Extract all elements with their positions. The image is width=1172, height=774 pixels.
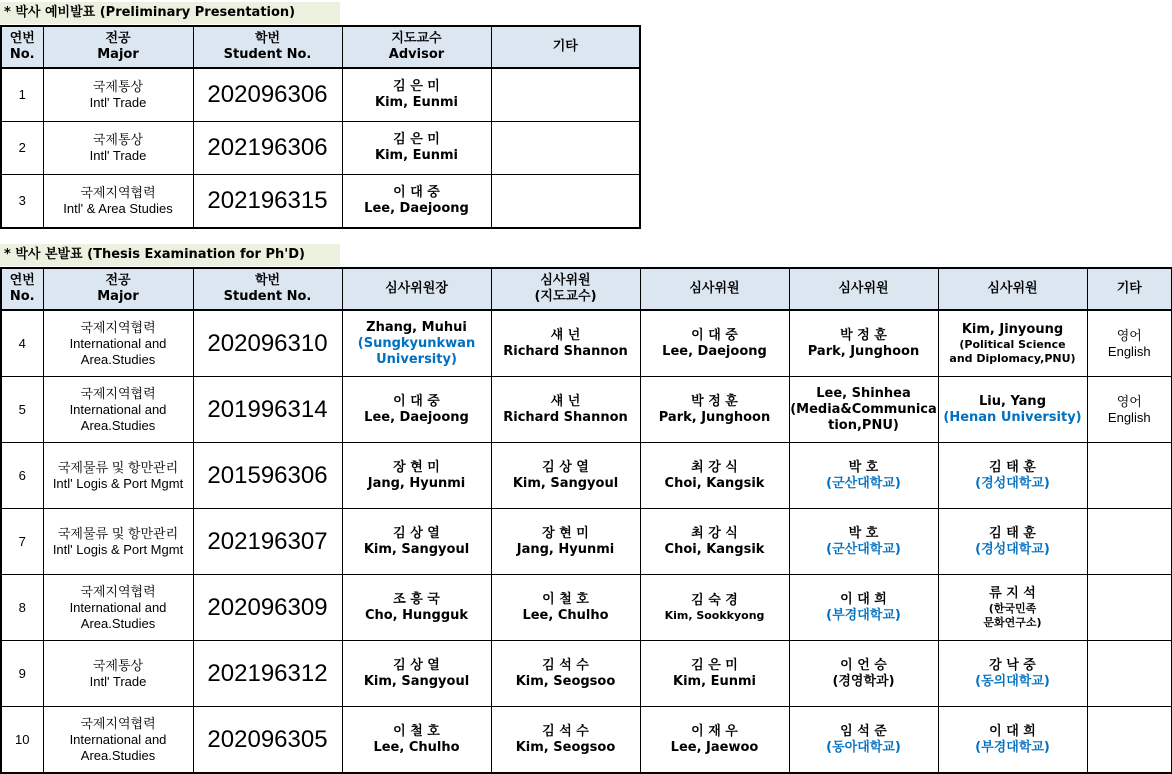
advisor-cell-line: 김 은 미 bbox=[393, 132, 440, 147]
major-cell bbox=[43, 175, 193, 229]
committee-member-cell bbox=[491, 575, 640, 641]
etc-cell bbox=[1087, 707, 1172, 774]
table-row bbox=[1, 377, 1172, 443]
major-cell bbox=[43, 377, 193, 443]
major-cell-line: 국제물류 및 항만관리 bbox=[57, 459, 179, 475]
committee-member-cell-line: (동의대학교) bbox=[975, 673, 1050, 689]
committee-member-cell-line: Richard Shannon bbox=[503, 343, 628, 359]
committee-member-cell bbox=[640, 575, 789, 641]
header-etc: 기타 bbox=[1087, 268, 1172, 310]
header-student-no: 학번 Student No. bbox=[193, 268, 342, 310]
committee-member-cell bbox=[640, 509, 789, 575]
etc-cell bbox=[491, 68, 640, 122]
committee-member-cell bbox=[789, 377, 938, 443]
advisor-cell-line: Kim, Eunmi bbox=[375, 95, 458, 110]
committee-member-cell-line: (부경대학교) bbox=[975, 739, 1050, 755]
table-row bbox=[1, 641, 1172, 707]
student-number: 202196315 bbox=[193, 175, 342, 229]
table-row bbox=[1, 175, 640, 229]
major-cell-line: Intl' Logis & Port Mgmt bbox=[52, 541, 184, 557]
committee-member-cell-line: Lee, Shinhea bbox=[816, 385, 911, 401]
student-number: 201996314 bbox=[193, 377, 342, 443]
committee-chair-cell-line: Jang, Hyunmi bbox=[367, 475, 466, 491]
committee-member-cell-line: (Henan University) bbox=[943, 409, 1082, 425]
committee-member-cell-line: (군산대학교) bbox=[826, 541, 901, 557]
committee-member-cell-line: 이 언 승 bbox=[840, 657, 887, 673]
committee-member-cell-line: (경성대학교) bbox=[975, 541, 1050, 557]
major-cell-line: Area.Studies bbox=[80, 351, 156, 367]
major-cell bbox=[43, 575, 193, 641]
table-row bbox=[1, 310, 1172, 377]
committee-member-cell-line: (한국민족 bbox=[988, 601, 1037, 615]
header-committee-member-advisor: 심사위원 (지도교수) bbox=[491, 268, 640, 310]
committee-member-cell bbox=[491, 377, 640, 443]
committee-chair-cell-line: Zhang, Muhui bbox=[366, 319, 467, 335]
committee-member-cell-line: (동아대학교) bbox=[826, 739, 901, 755]
row-number: 1 bbox=[1, 68, 43, 122]
header-no: 연번 No. bbox=[1, 26, 43, 68]
etc-cell-line: English bbox=[1107, 409, 1151, 425]
committee-member-cell-line: 김 태 훈 bbox=[989, 525, 1036, 541]
major-cell-line: 국제통상 bbox=[92, 132, 144, 147]
student-number: 202196306 bbox=[193, 122, 342, 175]
header-no: 연번 No. bbox=[1, 268, 43, 310]
committee-chair-cell-line: 이 철 호 bbox=[393, 723, 440, 739]
committee-chair-cell-line: Kim, Sangyoul bbox=[363, 673, 470, 689]
table-row bbox=[1, 68, 640, 122]
major-cell-line: Area.Studies bbox=[80, 747, 156, 763]
header-major: 전공 Major bbox=[43, 268, 193, 310]
committee-member-cell-line: 섀 넌 bbox=[550, 327, 581, 343]
committee-member-cell-line: 장 현 미 bbox=[542, 525, 589, 541]
major-cell-line: International and bbox=[69, 335, 167, 351]
committee-member-cell-line: Kim, Seogsoo bbox=[515, 739, 616, 755]
student-number: 202096309 bbox=[193, 575, 342, 641]
header-committee-chair: 심사위원장 bbox=[342, 268, 491, 310]
major-cell-line: 국제지역협력 bbox=[80, 583, 156, 599]
committee-member-cell-line: Choi, Kangsik bbox=[664, 475, 765, 491]
major-cell-line: Intl' Trade bbox=[89, 95, 147, 110]
committee-member-cell-line: 박 정 훈 bbox=[840, 327, 887, 343]
committee-member-cell-line: Kim, Jinyoung bbox=[961, 321, 1064, 337]
committee-chair-cell-line: Lee, Daejoong bbox=[364, 409, 469, 425]
committee-member-cell bbox=[789, 509, 938, 575]
committee-member-cell bbox=[789, 443, 938, 509]
committee-member-cell bbox=[938, 377, 1087, 443]
major-cell bbox=[43, 707, 193, 774]
major-cell-line: 국제통상 bbox=[92, 657, 144, 673]
header-committee-member: 심사위원 bbox=[938, 268, 1087, 310]
committee-member-cell-line: 김 숙 경 bbox=[691, 592, 738, 608]
committee-member-cell bbox=[938, 443, 1087, 509]
etc-cell bbox=[1087, 575, 1172, 641]
etc-cell-line: English bbox=[1107, 343, 1151, 359]
student-number: 202196307 bbox=[193, 509, 342, 575]
committee-member-cell-line: Kim, Sangyoul bbox=[512, 475, 619, 491]
table-row bbox=[1, 509, 1172, 575]
committee-member-cell-line: 김 상 열 bbox=[542, 459, 589, 475]
major-cell-line: International and bbox=[69, 401, 167, 417]
major-cell-line: 국제지역협력 bbox=[80, 715, 156, 731]
committee-member-cell bbox=[789, 707, 938, 774]
committee-chair-cell-line: 김 상 열 bbox=[393, 657, 440, 673]
table-row bbox=[1, 575, 1172, 641]
advisor-cell bbox=[342, 175, 491, 229]
committee-chair-cell-line: Kim, Sangyoul bbox=[363, 541, 470, 557]
row-number: 6 bbox=[1, 443, 43, 509]
advisor-cell-line: Lee, Daejoong bbox=[364, 201, 469, 216]
committee-member-cell-line: 문화연구소) bbox=[983, 615, 1042, 629]
row-number: 7 bbox=[1, 509, 43, 575]
header-etc: 기타 bbox=[491, 26, 640, 68]
major-cell bbox=[43, 310, 193, 377]
committee-member-cell-line: Lee, Chulho bbox=[522, 607, 609, 623]
committee-member-cell-line: Kim, Sookkyong bbox=[664, 608, 765, 622]
committee-member-cell-line: (Media&Communica bbox=[790, 401, 937, 417]
thesis-section-title: * 박사 본발표 (Thesis Examination for Ph'D) bbox=[0, 244, 340, 266]
etc-cell bbox=[491, 122, 640, 175]
major-cell-line: 국제지역협력 bbox=[80, 385, 156, 401]
student-number: 202096305 bbox=[193, 707, 342, 774]
advisor-cell-line: Kim, Eunmi bbox=[375, 148, 458, 163]
row-number: 10 bbox=[1, 707, 43, 774]
student-number: 202096306 bbox=[193, 68, 342, 122]
committee-member-cell-line: Lee, Jaewoo bbox=[670, 739, 759, 755]
committee-member-cell bbox=[640, 443, 789, 509]
committee-member-cell-line: (Political Science bbox=[959, 337, 1066, 351]
committee-member-cell-line: 최 강 식 bbox=[691, 459, 738, 475]
committee-member-cell-line: 박 호 bbox=[848, 525, 879, 541]
committee-member-cell bbox=[938, 707, 1087, 774]
major-cell-line: 국제지역협력 bbox=[80, 319, 156, 335]
etc-cell bbox=[491, 175, 640, 229]
major-cell-line: Area.Studies bbox=[80, 615, 156, 631]
committee-chair-cell-line: Cho, Hungguk bbox=[364, 607, 469, 623]
etc-cell bbox=[1087, 509, 1172, 575]
committee-member-cell bbox=[491, 509, 640, 575]
committee-chair-cell-line: (Sungkyunkwan bbox=[357, 335, 476, 351]
committee-chair-cell-line: 김 상 열 bbox=[393, 525, 440, 541]
committee-chair-cell bbox=[342, 707, 491, 774]
committee-chair-cell bbox=[342, 443, 491, 509]
committee-chair-cell bbox=[342, 509, 491, 575]
major-cell bbox=[43, 443, 193, 509]
committee-chair-cell bbox=[342, 310, 491, 377]
major-cell bbox=[43, 641, 193, 707]
student-number: 202096310 bbox=[193, 310, 342, 377]
committee-member-cell-line: (군산대학교) bbox=[826, 475, 901, 491]
committee-member-cell-line: 이 대 중 bbox=[691, 327, 738, 343]
table-row bbox=[1, 443, 1172, 509]
committee-member-cell-line: 이 철 호 bbox=[542, 591, 589, 607]
major-cell-line: Intl' Trade bbox=[89, 673, 147, 689]
committee-member-cell bbox=[491, 641, 640, 707]
committee-member-cell-line: 이 대 희 bbox=[989, 723, 1036, 739]
row-number: 2 bbox=[1, 122, 43, 175]
etc-cell-line: 영어 bbox=[1116, 327, 1142, 343]
committee-chair-cell-line: 장 현 미 bbox=[393, 459, 440, 475]
committee-chair-cell-line: University) bbox=[376, 351, 457, 367]
major-cell-line: Area.Studies bbox=[80, 417, 156, 433]
committee-member-cell-line: (경성대학교) bbox=[975, 475, 1050, 491]
committee-member-cell bbox=[640, 707, 789, 774]
committee-member-cell-line: Park, Junghoon bbox=[658, 409, 771, 425]
committee-member-cell bbox=[640, 310, 789, 377]
table-row bbox=[1, 707, 1172, 774]
committee-member-cell-line: 강 낙 중 bbox=[989, 657, 1036, 673]
committee-member-cell bbox=[640, 377, 789, 443]
committee-member-cell-line: Lee, Daejoong bbox=[662, 343, 767, 359]
committee-member-cell bbox=[938, 310, 1087, 377]
advisor-cell-line: 김 은 미 bbox=[393, 79, 440, 94]
committee-member-cell-line: Kim, Seogsoo bbox=[515, 673, 616, 689]
row-number: 9 bbox=[1, 641, 43, 707]
committee-member-cell-line: Park, Junghoon bbox=[807, 343, 920, 359]
advisor-cell-line: 이 대 중 bbox=[393, 185, 440, 200]
etc-cell bbox=[1087, 443, 1172, 509]
committee-member-cell-line: Richard Shannon bbox=[503, 409, 628, 425]
advisor-cell bbox=[342, 122, 491, 175]
header-committee-member: 심사위원 bbox=[789, 268, 938, 310]
committee-member-cell-line: Kim, Eunmi bbox=[673, 673, 756, 689]
committee-member-cell-line: 임 석 준 bbox=[840, 723, 887, 739]
committee-member-cell-line: and Diplomacy,PNU) bbox=[949, 351, 1076, 365]
table-row bbox=[1, 122, 640, 175]
committee-member-cell-line: (경영학과) bbox=[832, 673, 895, 689]
committee-member-cell bbox=[789, 310, 938, 377]
committee-member-cell bbox=[491, 310, 640, 377]
major-cell bbox=[43, 68, 193, 122]
committee-chair-cell-line: Lee, Chulho bbox=[373, 739, 460, 755]
table-header-row bbox=[1, 268, 1172, 310]
etc-cell-line: 영어 bbox=[1116, 393, 1142, 409]
committee-chair-cell-line: 조 흥 국 bbox=[393, 591, 440, 607]
committee-member-cell-line: 김 은 미 bbox=[691, 657, 738, 673]
preliminary-section-title: * 박사 예비발표 (Preliminary Presentation) bbox=[0, 2, 340, 24]
row-number: 5 bbox=[1, 377, 43, 443]
major-cell-line: 국제물류 및 항만관리 bbox=[57, 525, 179, 541]
etc-cell bbox=[1087, 377, 1172, 443]
committee-chair-cell bbox=[342, 641, 491, 707]
committee-member-cell-line: 이 대 희 bbox=[840, 591, 887, 607]
committee-member-cell-line: 최 강 식 bbox=[691, 525, 738, 541]
header-advisor: 지도교수 Advisor bbox=[342, 26, 491, 68]
committee-member-cell-line: 섀 넌 bbox=[550, 393, 581, 409]
committee-member-cell-line: 박 호 bbox=[848, 459, 879, 475]
major-cell-line: Intl' & Area Studies bbox=[63, 201, 173, 216]
header-major: 전공 Major bbox=[43, 26, 193, 68]
committee-member-cell bbox=[789, 575, 938, 641]
committee-member-cell-line: 박 정 훈 bbox=[691, 393, 738, 409]
row-number: 4 bbox=[1, 310, 43, 377]
committee-member-cell bbox=[938, 509, 1087, 575]
major-cell bbox=[43, 509, 193, 575]
committee-member-cell-line: 이 재 우 bbox=[691, 723, 738, 739]
committee-member-cell bbox=[640, 641, 789, 707]
committee-member-cell-line: 김 석 수 bbox=[542, 657, 589, 673]
header-committee-member: 심사위원 bbox=[640, 268, 789, 310]
row-number: 8 bbox=[1, 575, 43, 641]
committee-member-cell-line: 김 태 훈 bbox=[989, 459, 1036, 475]
header-student-no: 학번 Student No. bbox=[193, 26, 342, 68]
committee-member-cell-line: (부경대학교) bbox=[826, 607, 901, 623]
table-header-row bbox=[1, 26, 640, 68]
major-cell bbox=[43, 122, 193, 175]
committee-chair-cell bbox=[342, 575, 491, 641]
committee-member-cell bbox=[938, 641, 1087, 707]
etc-cell bbox=[1087, 310, 1172, 377]
row-number: 3 bbox=[1, 175, 43, 229]
student-number: 202196312 bbox=[193, 641, 342, 707]
committee-member-cell-line: Jang, Hyunmi bbox=[516, 541, 615, 557]
major-cell-line: 국제지역협력 bbox=[80, 185, 156, 200]
committee-chair-cell bbox=[342, 377, 491, 443]
major-cell-line: International and bbox=[69, 731, 167, 747]
etc-cell bbox=[1087, 641, 1172, 707]
thesis-table bbox=[0, 267, 1172, 774]
preliminary-table bbox=[0, 25, 641, 229]
committee-member-cell bbox=[938, 575, 1087, 641]
committee-chair-cell-line: 이 대 중 bbox=[393, 393, 440, 409]
committee-member-cell bbox=[491, 443, 640, 509]
major-cell-line: 국제통상 bbox=[92, 79, 144, 94]
student-number: 201596306 bbox=[193, 443, 342, 509]
committee-member-cell-line: Liu, Yang bbox=[978, 393, 1046, 409]
committee-member-cell-line: 김 석 수 bbox=[542, 723, 589, 739]
major-cell-line: International and bbox=[69, 599, 167, 615]
advisor-cell bbox=[342, 68, 491, 122]
major-cell-line: Intl' Logis & Port Mgmt bbox=[52, 475, 184, 491]
major-cell-line: Intl' Trade bbox=[89, 148, 147, 163]
committee-member-cell bbox=[789, 641, 938, 707]
committee-member-cell-line: Choi, Kangsik bbox=[664, 541, 765, 557]
committee-member-cell-line: 류 지 석 bbox=[989, 585, 1036, 601]
committee-member-cell bbox=[491, 707, 640, 774]
committee-member-cell-line: tion,PNU) bbox=[828, 417, 899, 433]
